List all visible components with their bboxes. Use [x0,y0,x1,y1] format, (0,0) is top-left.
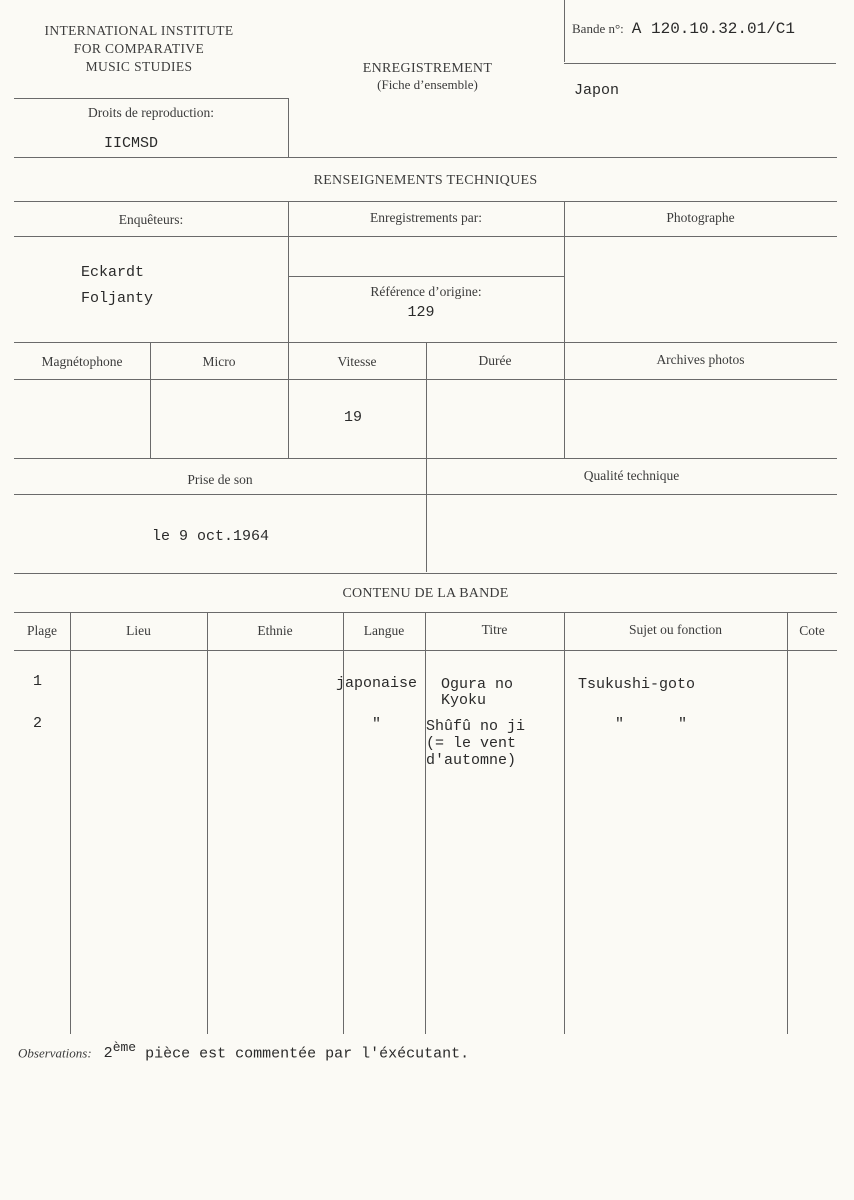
bande-field [572,20,795,38]
row-2-langue: " [372,716,382,733]
col-langue: Langue [363,623,405,638]
observations-label: Observations: [18,1045,92,1061]
technique-heading: RENSEIGNEMENTS TECHNIQUES [313,173,538,188]
row-1-titre-1: Ogura no [441,676,514,693]
row-2-titre-2: (= le vent [426,735,517,752]
row-1-titre-2: Kyoku [441,692,487,709]
contenu-heading: CONTENU DE LA BANDE [342,586,509,601]
row-1-sujet: Tsukushi-goto [578,676,696,693]
enregistrements-label: Enregistrements par: [369,210,483,225]
observations [18,1040,469,1062]
col-sujet: Sujet ou fonction [629,622,722,637]
archives-label: Archives photos [656,352,745,367]
observations-ordinal: 2 [103,1045,113,1063]
col-plage: Plage [27,623,57,638]
record-title-block [330,61,525,93]
col-cote: Cote [799,623,825,638]
droits-value: IICMSD [103,135,158,152]
row-2-titre-1: Shûfû no ji [426,718,526,735]
country-value: Japon [574,82,620,99]
institute-line-1: INTERNATIONAL INSTITUTE [44,23,234,38]
bande-label: Bande n°: [572,21,624,36]
row-2-titre-3: d'automne) [426,752,517,769]
reference-label: Référence d’origine: [370,284,482,299]
enqueteurs-label: Enquêteurs: [118,212,184,227]
droits-label: Droits de reproduction: [88,105,214,120]
col-lieu: Lieu [126,623,151,638]
qualite-label: Qualité technique [583,468,680,483]
magnetophone-label: Magnétophone [41,354,123,369]
bande-value: A 120.10.32.01/C1 [631,20,796,38]
observations-text: pièce est commentée par l'éxécutant. [136,1045,470,1063]
reference-value: 129 [407,304,435,321]
vitesse-label: Vitesse [337,354,377,369]
observations-superscript: ème [112,1040,137,1055]
duree-label: Durée [478,353,512,368]
prise-label: Prise de son [187,472,253,487]
institute-name [14,22,264,76]
col-titre: Titre [481,622,508,637]
micro-label: Micro [202,354,236,369]
row-1-langue: japonaise [336,675,418,692]
prise-value: le 9 oct.1964 [152,528,270,545]
record-subtitle: (Fiche d’ensemble) [377,77,478,92]
enqueteur-2: Foljanty [81,290,154,307]
institute-line-2: FOR COMPARATIVE [73,41,205,56]
record-title: ENREGISTREMENT [362,61,493,76]
enqueteur-1: Eckardt [81,264,145,281]
row-2-sujet: " " [615,716,688,733]
row-1-plage: 1 [33,673,43,690]
col-ethnie: Ethnie [257,623,293,638]
institute-line-3: MUSIC STUDIES [85,59,193,74]
vitesse-value: 19 [344,409,363,426]
photographe-label: Photographe [666,210,735,225]
row-2-plage: 2 [33,715,43,732]
